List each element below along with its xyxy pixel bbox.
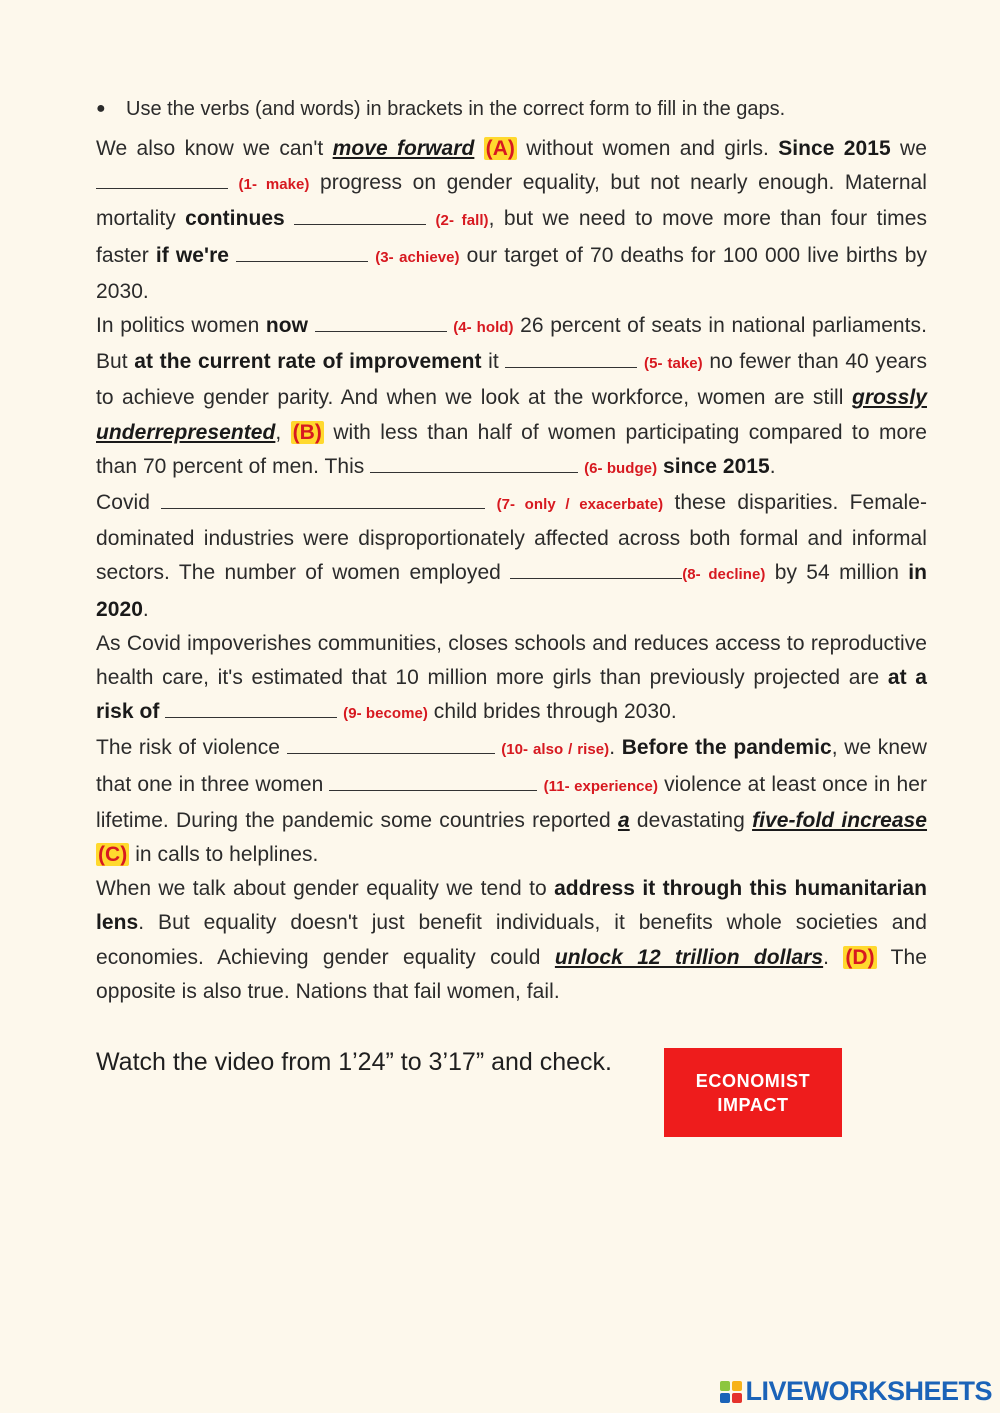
bullet-icon: ● bbox=[96, 100, 106, 117]
economist-button-line1: ECONOMIST bbox=[695, 1070, 811, 1091]
key-phrase-five-fold-increase: five-fold increase bbox=[752, 808, 928, 832]
gap-6-input[interactable] bbox=[370, 454, 578, 473]
paragraph-4: As Covid impoverishes communities, closes schools and reduces access to reproductive health care, it's estimated that 10 million more girls than previously projected are at a risk of (9- become) child brides through 2030. bbox=[96, 631, 927, 724]
gap-3-input[interactable] bbox=[236, 243, 368, 262]
paragraph-2: In politics women now (4- hold) 26 percent of seats in national parliaments. But at the current rate of improvement it (5- take) no fewer than 40 years to achieve gender parity. And when we look at the workforce, women are still grossly underrepresented, (B) with less than half of women participating compared to more than 70 percent of men. This (6- budge) since 2015. bbox=[96, 314, 928, 478]
verb-hint-5: (5- take) bbox=[644, 355, 703, 373]
verb-hint-3: (3- achieve) bbox=[375, 248, 460, 266]
marker-d: (D) bbox=[845, 945, 875, 969]
liveworksheets-logo-text: LIVEWORKSHEETS bbox=[745, 1376, 992, 1406]
marker-a: (A) bbox=[485, 137, 515, 160]
gap-5-input[interactable] bbox=[505, 349, 637, 368]
passage bbox=[96, 132, 927, 1009]
marker-b: (B) bbox=[292, 420, 322, 444]
paragraph-5: The risk of violence (10- also / rise). Before the pandemic, we knew that one in three women (11- experience) violence at least once in her lifetime. During the pandemic some countries reported a devastating five-fold increase (C) in calls to helplines. bbox=[96, 736, 928, 867]
verb-hint-4: (4- hold) bbox=[453, 319, 514, 337]
gap-8-input[interactable] bbox=[510, 560, 682, 579]
verb-hint-1: (1- make) bbox=[238, 176, 310, 194]
verb-hint-2: (2- fall) bbox=[435, 212, 489, 230]
paragraph-1: We also know we can't move forward (A) without women and girls. Since 2015 we (1- make) progress on gender equality, but not nearly enough. Maternal mortality continues (2- fall), but we need to move more than four times faster if we're (3- achieve) our target of 70 deaths for 100 000 live births by 2030. bbox=[96, 137, 928, 303]
gap-7-input[interactable] bbox=[161, 490, 485, 509]
gap-4-input[interactable] bbox=[315, 313, 447, 332]
verb-hint-9: (9- become) bbox=[343, 705, 428, 723]
key-word-a: a bbox=[617, 808, 630, 832]
instruction bbox=[96, 92, 927, 126]
worksheet bbox=[96, 92, 927, 1009]
gap-11-input[interactable] bbox=[329, 772, 537, 791]
instruction-text: Use the verbs (and words) in brackets in the correct form to fill in the gaps. bbox=[126, 98, 786, 120]
verb-hint-11: (11- experience) bbox=[543, 777, 658, 795]
key-phrase-grossly-underrepresented: grossly underrepresented bbox=[96, 386, 927, 444]
liveworksheets-logo bbox=[720, 1376, 992, 1407]
economist-button-line2: IMPACT bbox=[717, 1094, 789, 1115]
verb-hint-7: (7- only / exacerbate) bbox=[496, 496, 664, 514]
watch-instruction: Watch the video from 1’24” to 3’17” and check. bbox=[96, 1048, 613, 1076]
verb-hint-6: (6- budge) bbox=[584, 459, 658, 477]
paragraph-6: When we talk about gender equality we tend to address it through this humanitarian lens. But equality doesn't just benefit individuals, it benefits whole societies and economies. Achieving gender equality could unlock 12 trillion dollars. (D) The opposite is also true. Nations that fail women, fail. bbox=[96, 877, 927, 1003]
gap-2-input[interactable] bbox=[294, 206, 426, 225]
verb-hint-8: (8- decline) bbox=[682, 566, 766, 584]
key-phrase-unlock-12-trillion: unlock 12 trillion dollars bbox=[554, 945, 824, 969]
gap-9-input[interactable] bbox=[165, 699, 337, 718]
verb-hint-10: (10- also / rise) bbox=[501, 741, 610, 759]
gap-1-input[interactable] bbox=[96, 170, 228, 189]
key-phrase-move-forward: move forward bbox=[332, 137, 475, 160]
liveworksheets-logo-icon bbox=[720, 1381, 742, 1403]
marker-c: (C) bbox=[98, 843, 128, 867]
economist-impact-button[interactable] bbox=[664, 1048, 842, 1137]
paragraph-3: Covid (7- only / exacerbate) these disparities. Female-dominated industries were disproportionately affected across both formal and informal sectors. The number of women employed (8- decline) by 54 million in 2020. bbox=[96, 491, 928, 621]
gap-10-input[interactable] bbox=[287, 735, 495, 754]
